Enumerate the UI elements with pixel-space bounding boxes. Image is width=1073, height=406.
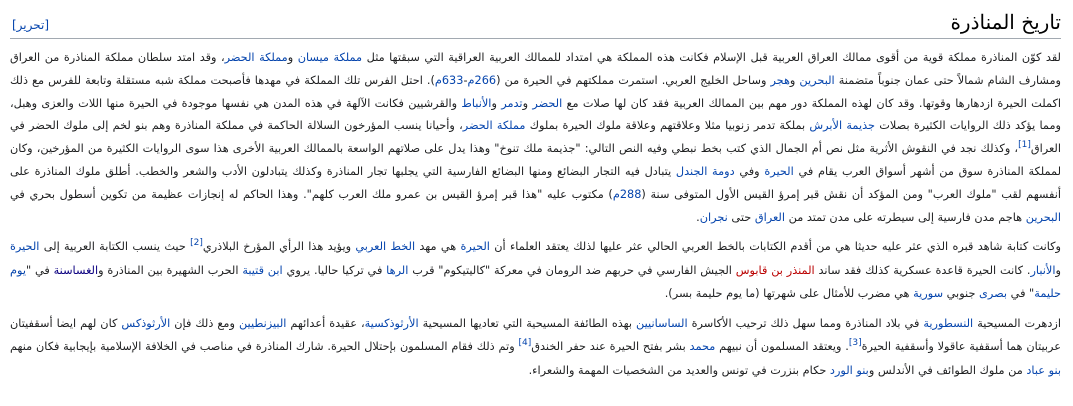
article-link[interactable]: الأنبار (1030, 263, 1056, 277)
body-text: ومع ذلك فإن (170, 316, 239, 330)
article-link[interactable]: ابن قتيبة (242, 263, 283, 277)
body-text: الحرب الشهيرة بين المناذرة و (98, 263, 243, 277)
article-link[interactable]: النسطورية (923, 316, 974, 330)
article-link[interactable]: البحرين (799, 73, 835, 87)
article-link[interactable]: الحيرة (460, 240, 490, 254)
body-text: يتبادل فيه التجار البضائع ومنها البضائع الفارسية التي يجلبها تجار المناذرة وكذلك يتبادلون الأدب والشعر والخطب. أطلق ملوك المناذرة على أنفسهم لقب "ملوك العرب" ومن المؤكد أن نقش قبر إمرؤ القيس الأول المتوفى سنة ( (10, 164, 1061, 201)
article-link[interactable]: 288م (612, 187, 642, 201)
article-link[interactable]: تدمر (501, 96, 523, 110)
body-text: . ويعتقد المسلمون أن نبيهم (715, 340, 849, 354)
body-text: . (696, 210, 700, 224)
body-text: ازدهرت المسيحية (973, 316, 1062, 330)
article-link[interactable]: الأرثوذكس (121, 316, 171, 330)
body-text: " في (1007, 287, 1035, 301)
article-link[interactable]: البيزنطيين (238, 316, 287, 330)
body-text: وكانت كتابة شاهد قبره الذي عثر عليه حديثا هي من أقدم الكتابات بالخط العربي الحالي عثر عليها لذلك يعتقد العلماء أن (489, 240, 1062, 254)
body-text: بهذه الطائفة المسيحية التي تعاديها المسيحية (418, 316, 637, 330)
body-text: و (789, 73, 800, 87)
article-link[interactable]: الخط العربي (355, 240, 416, 254)
body-text: ). احتل الفرس تلك المملكة في مهدها فأصبحت مملكة شبه مستقلة وتابعة للفرس مع ذلك اكملت الحيرة ازدهارها وقوتها. وقد كان لهذه المملكة دور مهم بين الممالك العربية فقد كان لها صلات مع (10, 73, 1062, 110)
body-text: في بلاد المناذرة ومما سهل ذلك ترحيب الأكاسرة (687, 316, 924, 330)
article-link[interactable]: البحرين (1025, 210, 1061, 224)
article-link[interactable]: بنو الورد (829, 363, 869, 377)
body-text: حكام بنزرت في تونس والعديد من الشخصيات المهمة والشعراء. (528, 363, 830, 377)
body-text: و (491, 96, 502, 110)
body-text: - (463, 73, 468, 87)
article-link[interactable]: المنذر بن قابوس (735, 263, 815, 277)
article-link[interactable]: مملكة الحضر (462, 119, 526, 133)
body-text: وتم ذلك فقام المسلمون بإحتلال الحيرة. شارك المناذرة في مناصب في الخلافة الإسلامية بإيجابية فكان منهم (10, 340, 519, 354)
body-text: ، وقد امتد سلطان مملكة المناذرة من العراق ومشارف الشام شمالاً حتى عمان جنوباً متضمنة (10, 51, 1061, 87)
body-text: ، عقيدة أعدائهم (286, 316, 365, 330)
paragraph-1 (10, 47, 1061, 229)
article-link[interactable]: العراق (754, 210, 785, 224)
body-text: وفي (734, 164, 765, 178)
body-text: في تركيا حاليا. يروي (282, 263, 387, 277)
body-text: الجيش الفارسي في حربهم ضد الرومان في معركة "كاليتيكوم" قرب (408, 263, 736, 277)
body-text: و (287, 51, 298, 64)
body-text: حيث ينسب الكتابة العربية إلى (39, 240, 191, 254)
article-link[interactable]: الحضر (532, 96, 563, 110)
reference-link[interactable] (849, 340, 862, 353)
body-text: و (1055, 263, 1061, 277)
article-link[interactable]: مملكة ميسان (297, 51, 363, 64)
edit-section-link[interactable]: [تحرير] (12, 18, 50, 32)
article-link[interactable]: هجر (770, 73, 790, 87)
body-text: جنوبي (943, 287, 980, 301)
article-body (10, 47, 1061, 388)
article-link[interactable]: الرها (386, 263, 409, 277)
reference-link[interactable] (190, 240, 203, 253)
reference-marker[interactable]: [4] (518, 338, 532, 349)
article-link[interactable]: 266م (467, 73, 497, 87)
body-text: لقد كوّن المناذرة مملكة قوية من أقوى ممالك العراق العربية قبل الإسلام فكانت هذه المملكة هي امتداد للممالك العربية العراقية التي سبقتها مثل (362, 51, 1061, 64)
article-link[interactable]: سورية (913, 287, 944, 301)
paragraph-2 (10, 235, 1061, 306)
body-text: هاجم مدن فارسية إلى سيطرته على مدن تمتد من (785, 210, 1026, 224)
body-text: والقرشيين فكانت الآلهة في هذه المدن هي نفسها موجودة في الحيرة منها اللات والعزى وهبل، ومما يؤكد ذلك الروايات الكثيرة بصلات (10, 96, 1061, 133)
article-link[interactable]: الساسانيين (636, 316, 688, 330)
reference-link[interactable] (1018, 142, 1031, 155)
article-link[interactable]: الحيرة (10, 240, 40, 254)
body-text: و (522, 96, 533, 110)
article-link[interactable]: الأنباط (461, 96, 492, 110)
article-link[interactable]: مملكة الحضر (224, 51, 288, 64)
reference-marker[interactable]: [1] (1018, 140, 1031, 151)
article-link[interactable]: جذيمة الأبرش (809, 119, 876, 133)
paragraph-3 (10, 312, 1061, 383)
body-text: بشر بفتح الحيرة عند حفر الخندق (531, 340, 690, 354)
body-text: . كانت الحيرة قاعدة عسكرية كذلك فقد ساند (814, 263, 1031, 277)
reference-marker[interactable]: [2] (190, 238, 203, 249)
body-text: هي مهد (415, 240, 461, 254)
article-link[interactable]: الغساسنة (53, 263, 99, 277)
article-link[interactable]: 633م (434, 73, 464, 87)
reference-link[interactable] (518, 340, 531, 353)
article-link[interactable]: يوم حليمة (10, 263, 1061, 301)
body-text: بملكة تدمر زنوبيا مثلا وعلاقتهم وعلاقة ملوك الحيرة بملوك (525, 119, 810, 133)
body-text: حتى (727, 210, 755, 224)
body-text: في " (25, 263, 54, 277)
article-link[interactable]: بنو عباد (1026, 363, 1061, 377)
body-text: وساحل الخليج العربي. استمرت مملكتهم في الحيرة من ( (496, 73, 771, 87)
body-text: هي مضرب للأمثال على شهرتها (ما يوم حليمة بسر). (664, 287, 914, 301)
section-heading (10, 6, 1061, 39)
body-text: من ملوك الطوائف في الأندلس و (868, 363, 1027, 377)
reference-marker[interactable]: [3] (848, 338, 862, 349)
body-text: ، وكذلك نجد في النقوش الأثرية مثل نص أم الجمال الذي كتب بخط نبطي وفيه النص التالي: "جذيمة ملك تنوخ" وهذا يدل على صلاتهم الواسعة بالممالك العربية الأخرى هذا سوى الروايات الكثيرة من المؤرخين، وكان لمملكة المناذرة سوق من أشهر أسواق العرب يقام في (10, 142, 1062, 178)
article-link[interactable]: نجران (699, 210, 728, 224)
body-text: كان لهم ايضا أسقفيتان عربيتان هما أسقفية عاقولا وأسقفية الحيرة (10, 316, 1062, 354)
article-link[interactable]: دومة الجندل (675, 164, 735, 178)
section-title: تاريخ المناذرة (950, 10, 1061, 34)
article-link[interactable]: بصرى (979, 287, 1008, 301)
body-text: ) مكتوب عليه "هذا قبر إمرؤ القيس بن عمرو ملك العرب كلهم". وهذا الحاكم له إنجازات عظيمة من تكوين أسطول بحري في (10, 187, 613, 201)
body-text: ويؤيد هذا الرأي المؤرخ البلاذري (202, 240, 356, 254)
article-link[interactable]: الحيرة (764, 164, 794, 178)
article-link[interactable]: الأرثوذكسية (364, 316, 419, 330)
article-link[interactable]: محمد (689, 340, 716, 354)
body-text: ، وأحيانا ينسب المؤرخون السلالة الحاكمة في مملكة المناذرة وهم بنو لخم إلى ملوك الحضر في العراق (10, 119, 1061, 156)
